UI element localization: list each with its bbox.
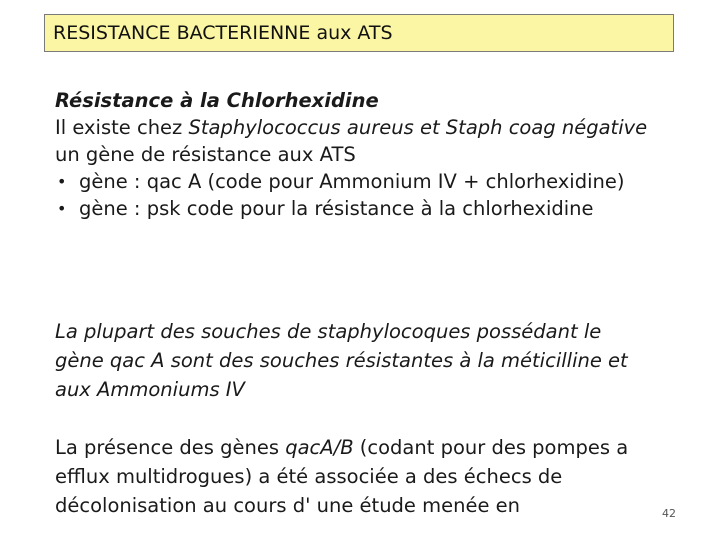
gene-list — [55, 168, 655, 222]
gene-list-item: • gène : psk code pour la résistance à la chlorhexidine — [55, 195, 655, 222]
qac-suffix: (codant pour des pompes a efflux multidrogues) a été associée a des échecs de décolonisation au cours d' une étude menée en — [55, 436, 629, 517]
gene-list-item: • gène : qac A (code pour Ammonium IV + chlorhexidine) — [55, 168, 655, 195]
intro-species: Staphylococcus aureus et Staph coag négative — [188, 116, 648, 139]
page-number: 42 — [662, 507, 676, 520]
slide-title-box — [44, 14, 674, 52]
slide-title: RESISTANCE BACTERIENNE aux ATS — [53, 22, 393, 44]
intro-text — [55, 114, 655, 168]
qac-genes: qacA/B — [285, 436, 354, 459]
qac-prefix: La présence des gènes — [55, 436, 286, 459]
qac-genes-paragraph — [55, 433, 655, 520]
intro-prefix: Il existe chez — [55, 116, 189, 139]
section-heading: Résistance à la Chlorhexidine — [55, 89, 379, 112]
intro-suffix: un gène de résistance aux ATS — [55, 143, 356, 166]
chlorhexidine-section — [55, 87, 655, 222]
staph-resistance-paragraph: La plupart des souches de staphylocoques possédant le gène qac A sont des souches résistantes à la méticilline et aux Ammoniums IV — [55, 320, 628, 401]
